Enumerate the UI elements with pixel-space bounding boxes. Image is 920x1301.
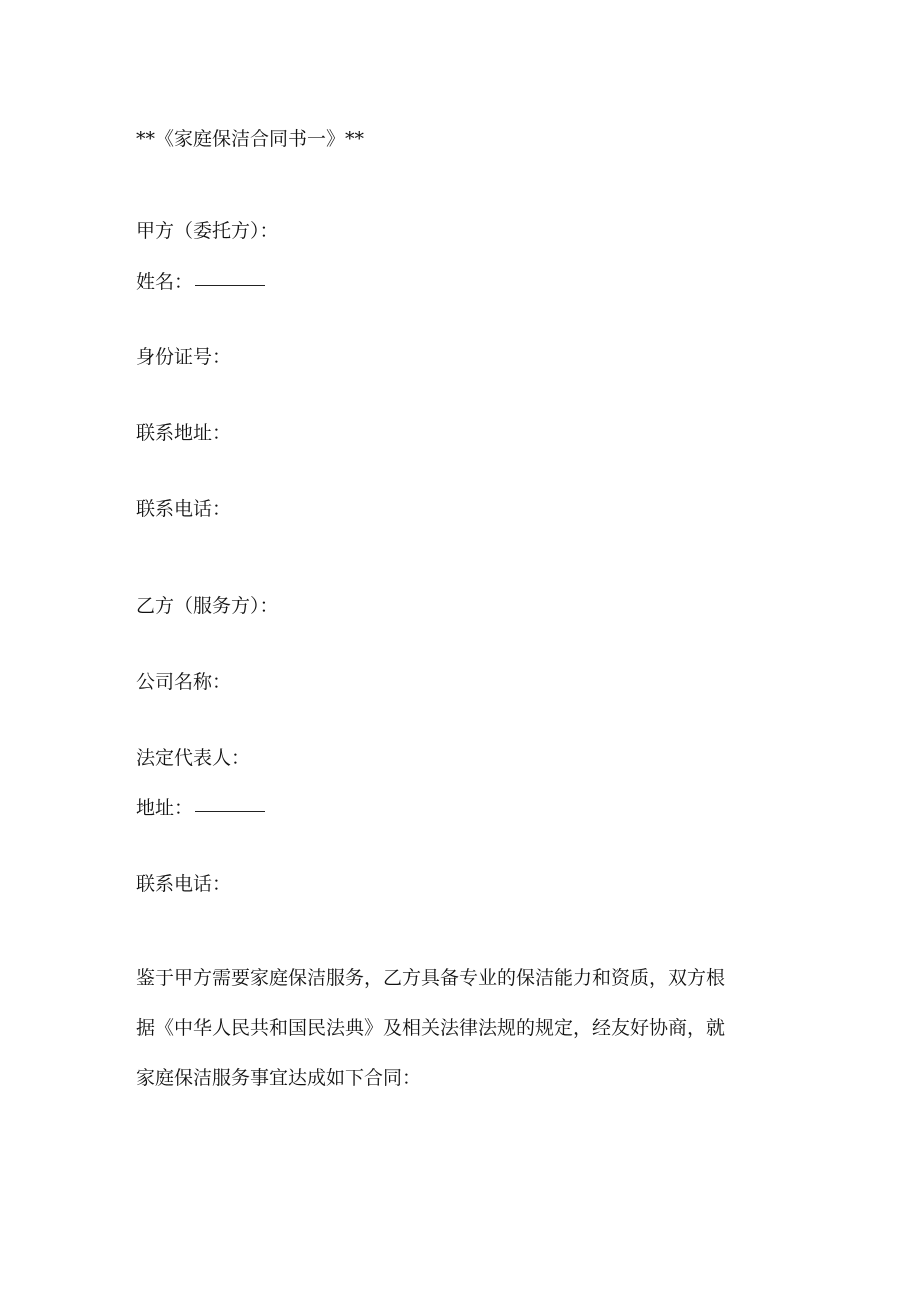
party-a-name-field	[136, 270, 265, 294]
party-a-address-label: 联系地址：	[136, 422, 232, 444]
preamble-line-1: 鉴于甲方需要家庭保洁服务，乙方具备专业的保洁能力和资质，双方根	[136, 967, 726, 989]
party-a-name-blank	[195, 284, 265, 286]
party-a-phone-label: 联系电话：	[136, 498, 232, 520]
party-b-company-label: 公司名称：	[136, 671, 232, 693]
party-a-heading: 甲方（委托方）：	[136, 220, 279, 242]
party-b-phone-label: 联系电话：	[136, 873, 232, 895]
party-b-legal-rep-label: 法定代表人：	[136, 747, 251, 769]
document-title: **《家庭保洁合同书一》**	[136, 128, 365, 150]
preamble-line-2: 据《中华人民共和国民法典》及相关法律法规的规定，经友好协商，就	[136, 1017, 726, 1039]
party-b-heading: 乙方（服务方）：	[136, 595, 279, 617]
preamble-line-3: 家庭保洁服务事宜达成如下合同：	[136, 1067, 422, 1089]
party-a-id-label: 身份证号：	[136, 346, 232, 368]
party-b-address-blank	[195, 810, 265, 812]
party-b-address-field	[136, 796, 265, 820]
party-b-address-label: 地址：	[136, 797, 194, 819]
party-a-name-label: 姓名：	[136, 271, 194, 293]
